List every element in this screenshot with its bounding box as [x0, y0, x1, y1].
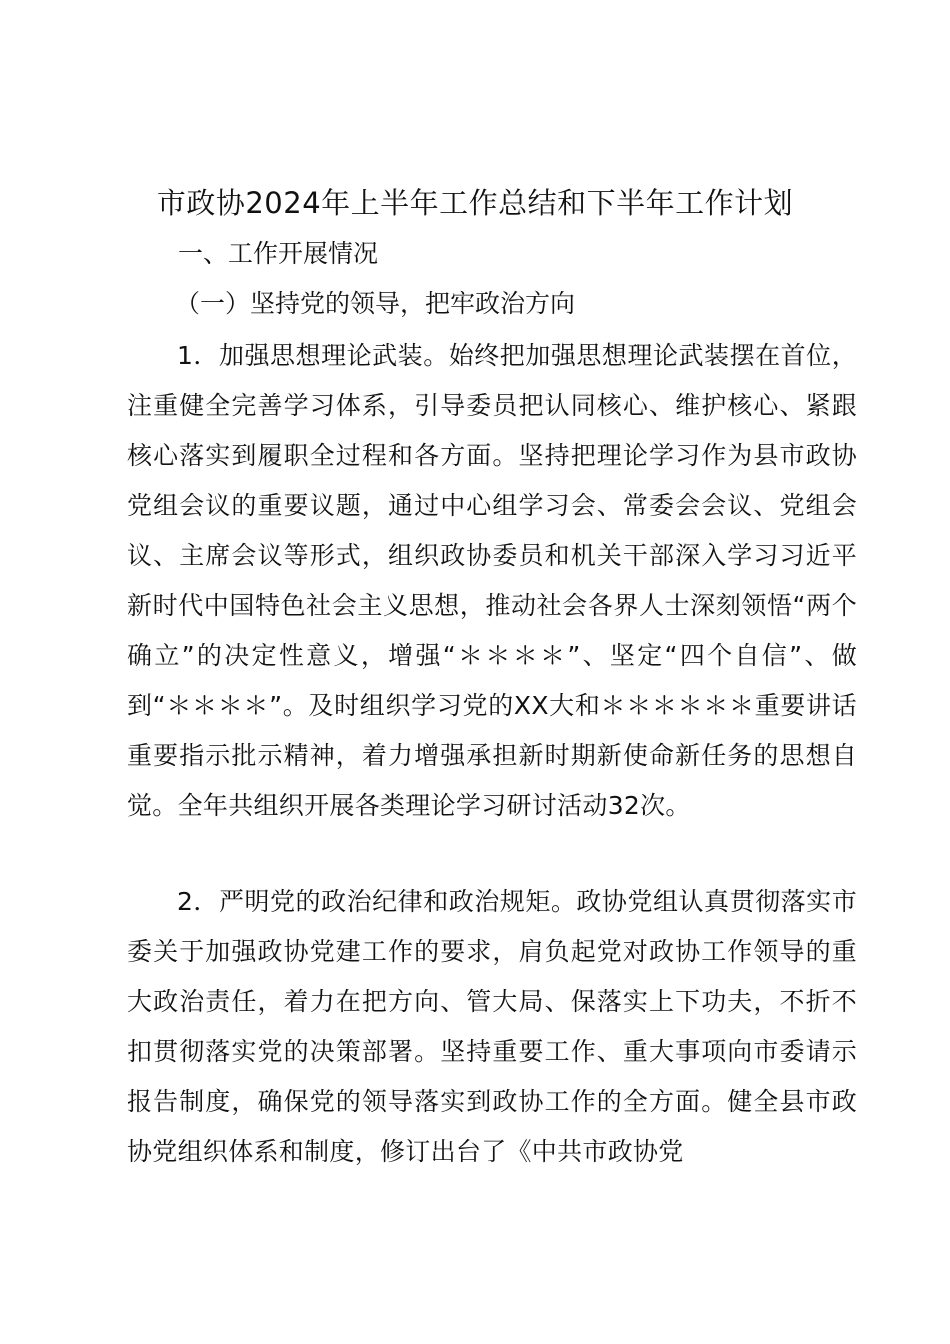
body-paragraph: 1．加强思想理论武装。始终把加强思想理论武装摆在首位，注重健全完善学习体系，引导委员把认同核心、维护核心、紧跟核心落实到履职全过程和各方面。坚持把理论学习作为县市政协党组会议的重要议题，通过中心组学习会、常委会会议、党组会议、主席会议等形式，组织政协委员和机关干部深入学习习近平新时代中国特色社会主义思想，推动社会各界人士深刻领悟“两个确立”的决定性意义，增强“＊＊＊＊”、坚定“四个自信”、做到“＊＊＊＊”。及时组织学习党的XX大和＊＊＊＊＊＊重要讲话重要指示批示精神，着力增强承担新时期新使命新任务的思想自觉。全年共组织开展各类理论学习研讨活动32次。	[127, 341, 857, 820]
body-paragraph: 2．严明党的政治纪律和政治规矩。政协党组认真贯彻落实市委关于加强政协党建工作的要求，肩负起党对政协工作领导的重大政治责任，着力在把方向、管大局、保落实上下功夫，不折不扣贯彻落实党的决策部署。坚持重要工作、重大事项向市委请示报告制度，确保党的领导落实到政协工作的全方面。健全县市政协党组织体系和制度，修订出台了《中共市政协党	[127, 887, 857, 1166]
document-title: 市政协2024年上半年工作总结和下半年工作计划	[156, 186, 794, 220]
section-heading: 一、工作开展情况	[178, 239, 379, 268]
subsection-heading: （一）坚持党的领导，把牢政治方向	[175, 289, 576, 318]
